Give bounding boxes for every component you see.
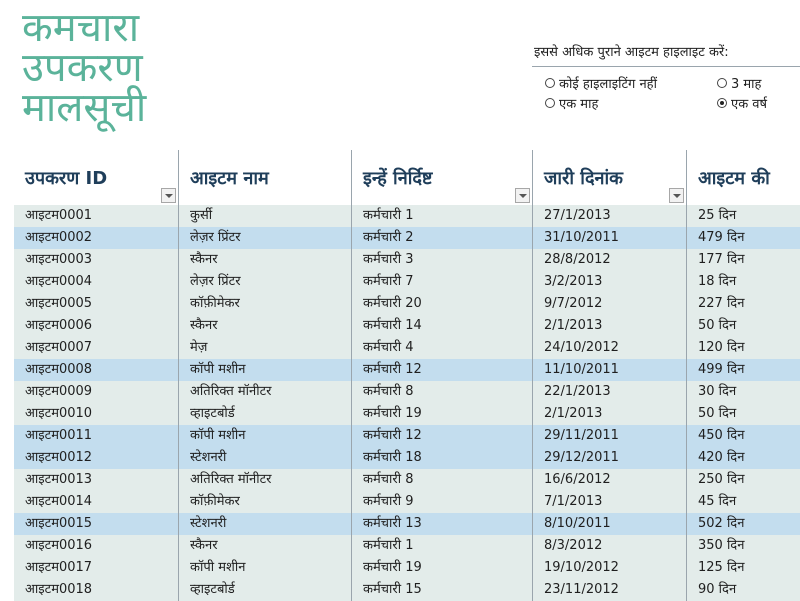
table-row[interactable] (14, 271, 800, 293)
cell-assigned-to[interactable]: कर्मचारी 14 (351, 315, 532, 337)
cell-assigned-to[interactable]: कर्मचारी 9 (351, 491, 532, 513)
table-body (14, 205, 800, 601)
cell-assigned-to[interactable]: कर्मचारी 1 (351, 205, 532, 227)
table-row[interactable] (14, 359, 800, 381)
table-row[interactable] (14, 579, 800, 601)
cell-item-name[interactable]: कुर्सी (178, 205, 351, 227)
cell-equipment-id[interactable]: आइटम0001 (25, 208, 93, 223)
cell-equipment-id[interactable]: आइटम0018 (25, 582, 93, 597)
filter-dropdown-icon[interactable] (161, 188, 176, 203)
cell-issue-date[interactable]: 29/11/2011 (532, 425, 686, 447)
cell-equipment-id[interactable]: आइटम0017 (25, 560, 93, 575)
cell-equipment-id[interactable]: आइटम0007 (25, 340, 93, 355)
cell-issue-date[interactable]: 22/1/2013 (532, 381, 686, 403)
cell-item-age[interactable]: 177 दिन (686, 249, 800, 271)
cell-issue-date[interactable]: 2/1/2013 (532, 315, 686, 337)
cell-assigned-to[interactable]: कर्मचारी 2 (351, 227, 532, 249)
cell-equipment-id[interactable]: आइटम0016 (25, 538, 93, 553)
radio-option-3-months[interactable] (717, 74, 761, 92)
cell-item-age[interactable]: 30 दिन (686, 381, 800, 403)
cell-item-name[interactable]: कॉपी मशीन (178, 557, 351, 579)
title-line-2: उपकरण (22, 45, 143, 91)
cell-item-age[interactable]: 350 दिन (686, 535, 800, 557)
cell-equipment-id[interactable]: आइटम0006 (25, 318, 93, 333)
cell-item-name[interactable]: स्कैनर (178, 535, 351, 557)
table-row[interactable] (14, 403, 800, 425)
cell-assigned-to[interactable]: कर्मचारी 8 (351, 469, 532, 491)
cell-issue-date[interactable]: 19/10/2012 (532, 557, 686, 579)
cell-item-name[interactable]: कॉफ़ीमेकर (178, 293, 351, 315)
cell-assigned-to[interactable]: कर्मचारी 8 (351, 381, 532, 403)
header-item-age: आइटम की (686, 150, 800, 205)
cell-equipment-id[interactable]: आइटम0009 (25, 384, 93, 399)
cell-equipment-id[interactable]: आइटम0003 (25, 252, 93, 267)
cell-assigned-to[interactable]: कर्मचारी 15 (351, 579, 532, 601)
cell-issue-date[interactable]: 29/12/2011 (532, 447, 686, 469)
cell-item-age[interactable]: 450 दिन (686, 425, 800, 447)
radio-option-one-year[interactable] (717, 94, 767, 112)
radio-label: कोई हाइलाइटिंग नहीं (559, 77, 657, 92)
cell-item-age[interactable]: 90 दिन (686, 579, 800, 601)
cell-assigned-to[interactable]: कर्मचारी 12 (351, 425, 532, 447)
table-row[interactable] (14, 293, 800, 315)
cell-equipment-id[interactable]: आइटम0012 (25, 450, 93, 465)
cell-assigned-to[interactable]: कर्मचारी 20 (351, 293, 532, 315)
cell-item-name[interactable]: व्हाइटबोर्ड (178, 579, 351, 601)
cell-assigned-to[interactable]: कर्मचारी 3 (351, 249, 532, 271)
cell-issue-date[interactable]: 31/10/2011 (532, 227, 686, 249)
cell-issue-date[interactable]: 24/10/2012 (532, 337, 686, 359)
table-row[interactable] (14, 425, 800, 447)
cell-item-age[interactable]: 50 दिन (686, 315, 800, 337)
radio-selected-icon[interactable] (717, 98, 727, 108)
cell-item-name[interactable]: स्कैनर (178, 249, 351, 271)
cell-assigned-to[interactable]: कर्मचारी 19 (351, 403, 532, 425)
cell-item-name[interactable]: कॉफ़ीमेकर (178, 491, 351, 513)
cell-equipment-id[interactable]: आइटम0008 (25, 362, 93, 377)
cell-item-age[interactable]: 502 दिन (686, 513, 800, 535)
cell-issue-date[interactable]: 11/10/2011 (532, 359, 686, 381)
table-row[interactable] (14, 513, 800, 535)
radio-label: एक वर्ष (731, 97, 768, 112)
header-assigned-to: इन्हें निर्दिष्ट (351, 150, 532, 205)
cell-item-name[interactable]: मेज़ (178, 337, 351, 359)
sheet-title (22, 5, 147, 131)
cell-issue-date[interactable]: 9/7/2012 (532, 293, 686, 315)
cell-item-age[interactable]: 499 दिन (686, 359, 800, 381)
cell-item-name[interactable]: स्टेशनरी (178, 513, 351, 535)
cell-item-age[interactable]: 420 दिन (686, 447, 800, 469)
cell-item-name[interactable]: कॉपी मशीन (178, 359, 351, 381)
inventory-table (14, 150, 800, 601)
cell-item-age[interactable]: 227 दिन (686, 293, 800, 315)
cell-item-age[interactable]: 25 दिन (686, 205, 800, 227)
highlight-divider (532, 66, 800, 67)
cell-assigned-to[interactable]: कर्मचारी 19 (351, 557, 532, 579)
radio-label: एक माह (559, 97, 599, 112)
table-row[interactable] (14, 381, 800, 403)
cell-equipment-id[interactable]: आइटम0014 (25, 494, 93, 509)
cell-item-age[interactable]: 479 दिन (686, 227, 800, 249)
filter-dropdown-icon[interactable] (669, 188, 684, 203)
cell-assigned-to[interactable]: कर्मचारी 18 (351, 447, 532, 469)
radio-icon[interactable] (545, 98, 555, 108)
header-equipment-id: उपकरण ID (14, 150, 178, 205)
cell-item-age[interactable]: 45 दिन (686, 491, 800, 513)
cell-item-name[interactable]: अतिरिक्त मॉनीटर (178, 469, 351, 491)
radio-label: 3 माह (731, 77, 762, 92)
cell-equipment-id[interactable]: आइटम0013 (25, 472, 93, 487)
cell-issue-date[interactable]: 8/3/2012 (532, 535, 686, 557)
cell-assigned-to[interactable]: कर्मचारी 1 (351, 535, 532, 557)
cell-assigned-to[interactable]: कर्मचारी 7 (351, 271, 532, 293)
cell-issue-date[interactable]: 16/6/2012 (532, 469, 686, 491)
radio-option-one-month[interactable] (545, 94, 598, 112)
cell-issue-date[interactable]: 23/11/2012 (532, 579, 686, 601)
table-row[interactable] (14, 249, 800, 271)
cell-equipment-id[interactable]: आइटम0002 (25, 230, 93, 245)
cell-item-age[interactable]: 120 दिन (686, 337, 800, 359)
cell-issue-date[interactable]: 2/1/2013 (532, 403, 686, 425)
cell-item-name[interactable]: स्कैनर (178, 315, 351, 337)
table-row[interactable] (14, 535, 800, 557)
cell-item-name[interactable]: व्हाइटबोर्ड (178, 403, 351, 425)
cell-assigned-to[interactable]: कर्मचारी 4 (351, 337, 532, 359)
header-item-name: आइटम नाम (178, 150, 351, 205)
cell-issue-date[interactable]: 7/1/2013 (532, 491, 686, 513)
table-row[interactable] (14, 337, 800, 359)
radio-icon[interactable] (545, 78, 555, 88)
header-issue-date: जारी दिनांक (532, 150, 686, 205)
table-row[interactable] (14, 557, 800, 579)
cell-equipment-id[interactable]: आइटम0005 (25, 296, 93, 311)
table-row[interactable] (14, 469, 800, 491)
table-header (14, 150, 800, 205)
cell-item-name[interactable]: अतिरिक्त मॉनीटर (178, 381, 351, 403)
cell-equipment-id[interactable]: आइटम0015 (25, 516, 93, 531)
cell-assigned-to[interactable]: कर्मचारी 13 (351, 513, 532, 535)
table-row[interactable] (14, 447, 800, 469)
cell-item-name[interactable]: स्टेशनरी (178, 447, 351, 469)
cell-issue-date[interactable]: 3/2/2013 (532, 271, 686, 293)
cell-equipment-id[interactable]: आइटम0011 (25, 428, 93, 443)
table-row[interactable] (14, 491, 800, 513)
filter-dropdown-icon[interactable] (515, 188, 530, 203)
radio-option-no-highlighting[interactable] (545, 74, 657, 92)
cell-equipment-id[interactable]: आइटम0010 (25, 406, 93, 421)
cell-item-age[interactable]: 250 दिन (686, 469, 800, 491)
table-row[interactable] (14, 315, 800, 337)
cell-equipment-id[interactable]: आइटम0004 (25, 274, 93, 289)
cell-issue-date[interactable]: 27/1/2013 (532, 205, 686, 227)
cell-item-age[interactable]: 18 दिन (686, 271, 800, 293)
cell-item-age[interactable]: 50 दिन (686, 403, 800, 425)
highlight-options-panel (532, 44, 800, 62)
cell-item-name[interactable]: लेज़र प्रिंटर (178, 227, 351, 249)
title-line-3: मालसूची (22, 85, 147, 131)
cell-issue-date[interactable]: 8/10/2011 (532, 513, 686, 535)
highlight-label: इससे अधिक पुराने आइटम हाइलाइट करें: (534, 45, 729, 60)
cell-issue-date[interactable]: 28/8/2012 (532, 249, 686, 271)
table-row[interactable] (14, 227, 800, 249)
radio-icon[interactable] (717, 78, 727, 88)
cell-item-name[interactable]: लेज़र प्रिंटर (178, 271, 351, 293)
title-line-1: कमचारा (22, 5, 140, 51)
table-row[interactable] (14, 205, 800, 227)
cell-item-name[interactable]: कॉपी मशीन (178, 425, 351, 447)
cell-item-age[interactable]: 125 दिन (686, 557, 800, 579)
cell-assigned-to[interactable]: कर्मचारी 12 (351, 359, 532, 381)
